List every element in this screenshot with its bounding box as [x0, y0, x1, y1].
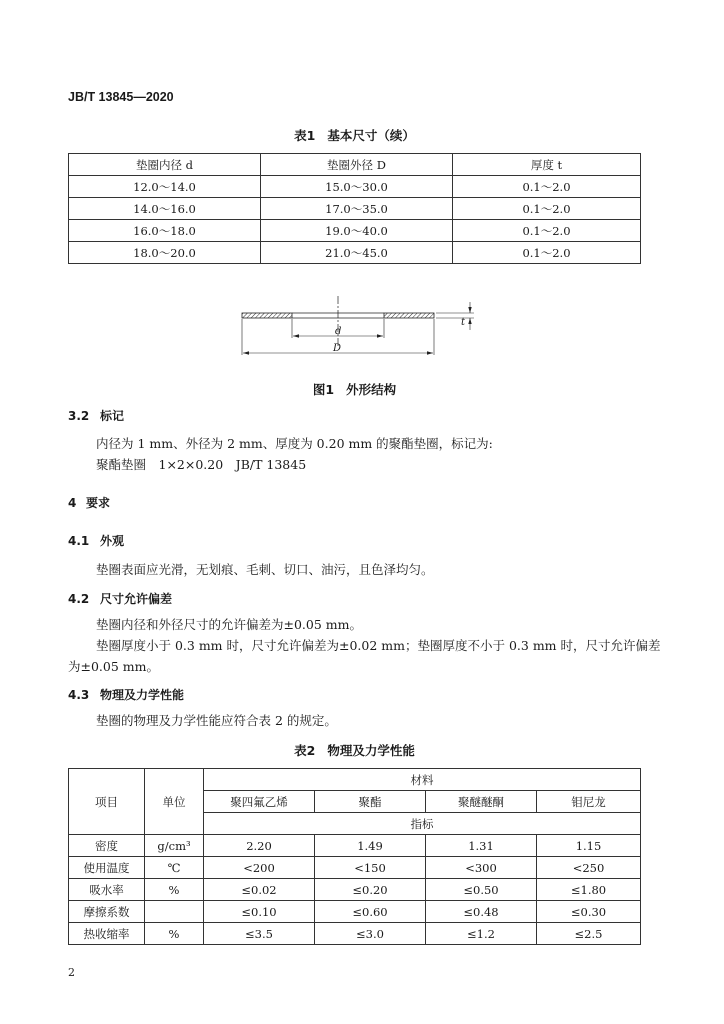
table1-col-outer-diameter: 垫圈外径 D: [261, 154, 453, 176]
section-number: 4.1: [68, 534, 90, 548]
table-cell: 吸水率: [69, 879, 145, 901]
section-4-1-heading: [68, 532, 124, 549]
washer-right-section: [384, 313, 434, 318]
table-cell: <150: [315, 857, 426, 879]
table2-caption-label: 表2: [294, 743, 316, 758]
washer-drawing: [230, 292, 490, 364]
table2-material: 聚酯: [315, 791, 426, 813]
table-cell: <300: [426, 857, 537, 879]
table-cell: %: [145, 923, 204, 945]
table1-header-row: [69, 154, 641, 176]
table-cell: 2.20: [204, 835, 315, 857]
table-cell: 19.0～40.0: [261, 220, 453, 242]
table-cell: ≤0.10: [204, 901, 315, 923]
table-cell: 14.0～16.0: [69, 198, 261, 220]
table1-caption-label: 表1: [294, 128, 316, 143]
section-number: 4: [68, 496, 77, 510]
table-cell: ≤0.50: [426, 879, 537, 901]
table-cell: 热收缩率: [69, 923, 145, 945]
table-cell: ≤0.60: [315, 901, 426, 923]
table-cell: 17.0～35.0: [261, 198, 453, 220]
label-D: D: [333, 343, 342, 354]
section-4-2-line1: 垫圈内径和外径尺寸的允许偏差为±0.05 mm。: [96, 617, 362, 632]
table-cell: 21.0～45.0: [261, 242, 453, 264]
table-cell: 16.0～18.0: [69, 220, 261, 242]
section-4-heading: [68, 494, 110, 511]
table-cell: ≤2.5: [537, 923, 641, 945]
table-cell: ≤3.0: [315, 923, 426, 945]
label-d: d: [335, 326, 342, 337]
table-row: [69, 198, 641, 220]
table-cell: ≤0.30: [537, 901, 641, 923]
table-cell: ≤0.48: [426, 901, 537, 923]
section-title: 尺寸允许偏差: [100, 592, 173, 606]
table-cell: 12.0～14.0: [69, 176, 261, 198]
table2-col-item: 项目: [69, 769, 145, 835]
table2: [68, 768, 641, 945]
table2-material: 钼尼龙: [537, 791, 641, 813]
figure1-caption-title: 外形结构: [346, 382, 397, 397]
table-cell: 0.1～2.0: [453, 220, 641, 242]
page-number: 2: [68, 966, 75, 979]
table-cell: ≤3.5: [204, 923, 315, 945]
washer-left-section: [242, 313, 292, 318]
table-cell: ≤0.02: [204, 879, 315, 901]
table-cell: <250: [537, 857, 641, 879]
table-row: [69, 220, 641, 242]
table-cell: 0.1～2.0: [453, 242, 641, 264]
table2-caption-title: 物理及力学性能: [327, 743, 415, 758]
section-title: 标记: [100, 409, 125, 423]
table2-caption: [68, 741, 641, 759]
section-title: 外观: [100, 534, 125, 548]
table-cell: 密度: [69, 835, 145, 857]
section-4-3-heading: [68, 686, 184, 703]
section-4-2-heading: [68, 590, 172, 607]
table2-col-unit: 单位: [145, 769, 204, 835]
table-cell: %: [145, 879, 204, 901]
table-cell: [145, 901, 204, 923]
table-cell: g/cm³: [145, 835, 204, 857]
table-cell: 15.0～30.0: [261, 176, 453, 198]
table-cell: 18.0～20.0: [69, 242, 261, 264]
section-4-2-line3: 为±0.05 mm。: [68, 659, 159, 674]
section-4-1-text: 垫圈表面应光滑，无划痕、毛刺、切口、油污，且色泽均匀。: [96, 562, 434, 577]
section-number: 3.2: [68, 409, 90, 423]
table-cell: 0.1～2.0: [453, 176, 641, 198]
table-cell: 摩擦系数: [69, 901, 145, 923]
table1-col-inner-diameter: 垫圈内径 d: [69, 154, 261, 176]
section-title: 要求: [86, 496, 111, 510]
section-3-2-heading: [68, 407, 124, 424]
table-cell: 1.31: [426, 835, 537, 857]
label-t: t: [461, 317, 466, 328]
table2-group-index: 指标: [204, 813, 641, 835]
table1-caption-title: 基本尺寸（续）: [327, 128, 415, 143]
table1-col-thickness: 厚度 t: [453, 154, 641, 176]
table-row: [69, 923, 641, 945]
table-cell: ℃: [145, 857, 204, 879]
table2-material: 聚四氟乙烯: [204, 791, 315, 813]
section-title: 物理及力学性能: [100, 688, 185, 702]
section-3-2-line2: 聚酯垫圈 1×2×0.20 JB/T 13845: [96, 457, 307, 472]
section-number: 4.2: [68, 592, 90, 606]
table-row: [69, 857, 641, 879]
table-cell: ≤1.80: [537, 879, 641, 901]
table-row: [69, 835, 641, 857]
table-cell: 1.15: [537, 835, 641, 857]
table-cell: 0.1～2.0: [453, 198, 641, 220]
table2-header-row: [69, 769, 641, 791]
table-cell: 1.49: [315, 835, 426, 857]
table1-caption: [68, 126, 641, 144]
section-4-2-line2: 垫圈厚度小于 0.3 mm 时，尺寸允许偏差为±0.02 mm；垫圈厚度不小于 0.3 mm 时，尺寸允许偏差: [96, 638, 661, 653]
table-cell: ≤1.2: [426, 923, 537, 945]
section-3-2-line1: 内径为 1 mm、外径为 2 mm、厚度为 0.20 mm 的聚酯垫圈，标记为:: [96, 436, 493, 451]
table-row: [69, 879, 641, 901]
section-4-3-text: 垫圈的物理及力学性能应符合表 2 的规定。: [96, 713, 337, 728]
standard-code: JB/T 13845—2020: [68, 90, 174, 104]
table-row: [69, 901, 641, 923]
table-cell: <200: [204, 857, 315, 879]
table2-material: 聚醚醚酮: [426, 791, 537, 813]
table-row: [69, 176, 641, 198]
table2-group-material: 材料: [204, 769, 641, 791]
section-number: 4.3: [68, 688, 90, 702]
figure1-caption-label: 图1: [312, 382, 335, 397]
table1: [68, 153, 641, 264]
table-row: [69, 242, 641, 264]
table-cell: ≤0.20: [315, 879, 426, 901]
table-cell: 使用温度: [69, 857, 145, 879]
figure1-caption: [68, 380, 641, 398]
